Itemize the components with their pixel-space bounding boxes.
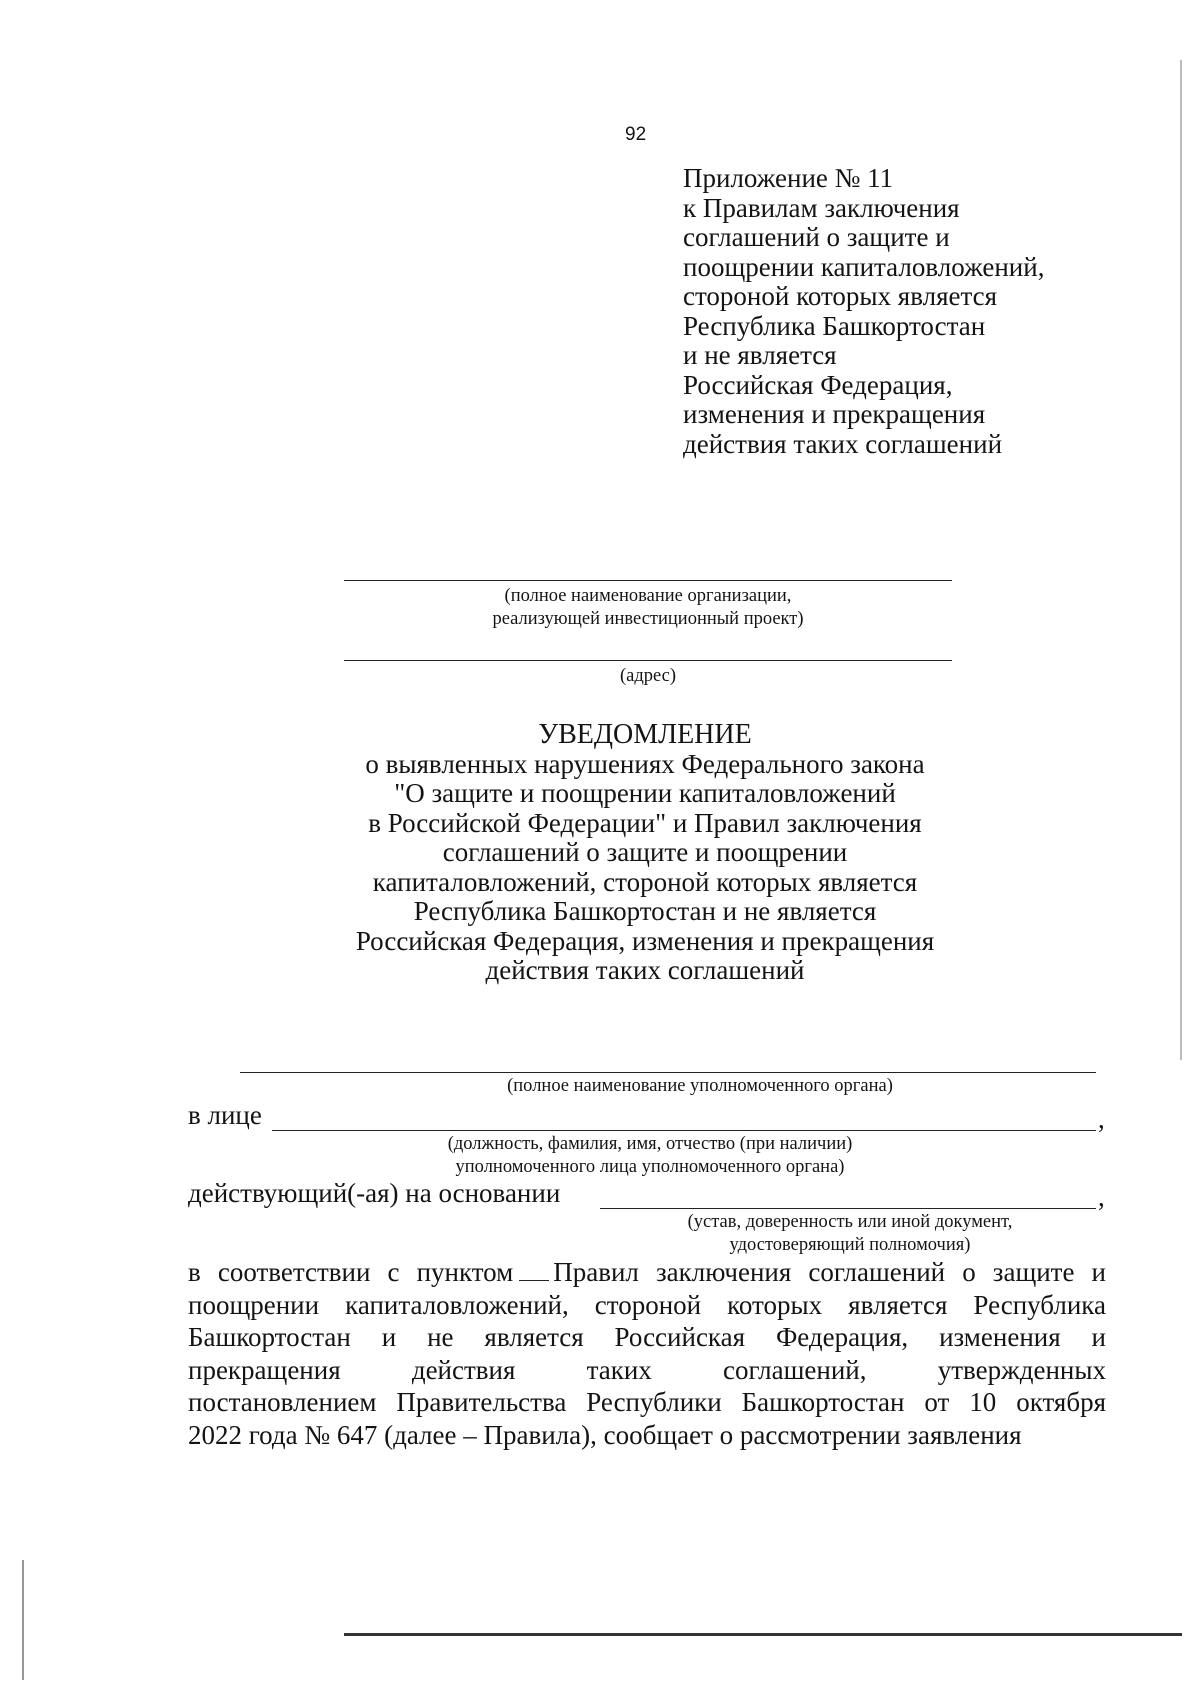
organization-name-line [344,580,952,581]
appendix-header [683,164,1044,459]
notice-title-line: Республика Башкортостан и не является [413,896,877,926]
person-blank [272,1130,1096,1131]
notice-title-line: Российская Федерация, изменения и прекращения [355,925,935,956]
notice-title-line: капиталовложений, стороной которых является [372,866,918,897]
appendix-line: изменения и прекращения [683,399,986,429]
appendix-line: стороной которых является [683,281,998,311]
body-line: поощрении капиталовложений, стороной которых является Республика [188,1289,1106,1320]
basis-comma: , [1098,1182,1105,1212]
notice-title-line: "О защите и поощрении капиталовложений [394,778,896,808]
address-line [344,660,952,661]
person-comma: , [1098,1104,1105,1134]
body-line [188,1256,1106,1289]
body-line: 2022 года № 647 (далее – Правила), сообщает о рассмотрении заявления [188,1419,1022,1450]
appendix-line: Республика Башкортостан [683,310,986,341]
notice-title-line: действия таких соглашений [485,955,805,985]
clause-number-blank [519,1279,549,1281]
appendix-line: действия таких соглашений [683,428,1003,459]
body-line: прекращения действия таких соглашений, утвержденных [188,1354,1106,1385]
scan-edge-mark [22,1560,24,1680]
appendix-line: Российская Федерация, [683,369,953,400]
caption-line: (устав, доверенность или иной документ, [687,1212,1013,1232]
appendix-line: и не является [683,340,837,370]
appendix-line: к Правилам заключения [683,192,960,223]
notice-title-line: в Российской Федерации" и Правил заключения [368,807,922,838]
notice-title-line: о выявленных нарушениях Федерального закона [365,748,925,779]
caption-line: уполномоченного лица уполномоченного органа) [455,1156,845,1177]
body-line-end: Правил заключения соглашений о защите и [553,1257,1107,1287]
basis-caption [620,1211,1080,1256]
scan-footer-line [344,1633,1182,1636]
caption-line: (должность, фамилия, имя, отчество (при наличии) [447,1134,853,1154]
appendix-line: соглашений о защите и [683,222,950,252]
authority-name-caption: (полное наименование уполномоченного органа) [507,1076,893,1096]
notice-title [300,720,990,986]
caption-line: (полное наименование организации, [504,586,792,606]
body-line: Башкортостан и не является Российская Федерация, изменения и [188,1322,1106,1352]
notice-title-line: соглашений о защите и поощрении [442,837,848,867]
body-paragraph [188,1256,1106,1451]
scan-edge-mark [1180,60,1182,1060]
body-line-start: в соответствии с пунктом [188,1257,514,1287]
appendix-line: поощрении капиталовложений, [683,251,1045,282]
caption-line: реализующей инвестиционный проект) [492,608,804,629]
basis-label: действующий(-ая) на основании [188,1178,561,1208]
page-number: 92 [625,124,647,145]
address-caption: (адрес) [619,666,677,686]
caption-line: удостоверяющий полномочия) [729,1234,971,1255]
notice-heading: УВЕДОМЛЕНИЕ [538,719,752,750]
organization-name-caption [344,585,952,630]
person-caption [330,1133,970,1178]
basis-blank [600,1208,1096,1209]
body-line: постановлением Правительства Республики Башкортостан от 10 октября [188,1387,1106,1417]
authority-name-line [240,1072,1096,1073]
appendix-line: Приложение № 11 [683,163,894,193]
person-label: в лице [188,1100,262,1130]
